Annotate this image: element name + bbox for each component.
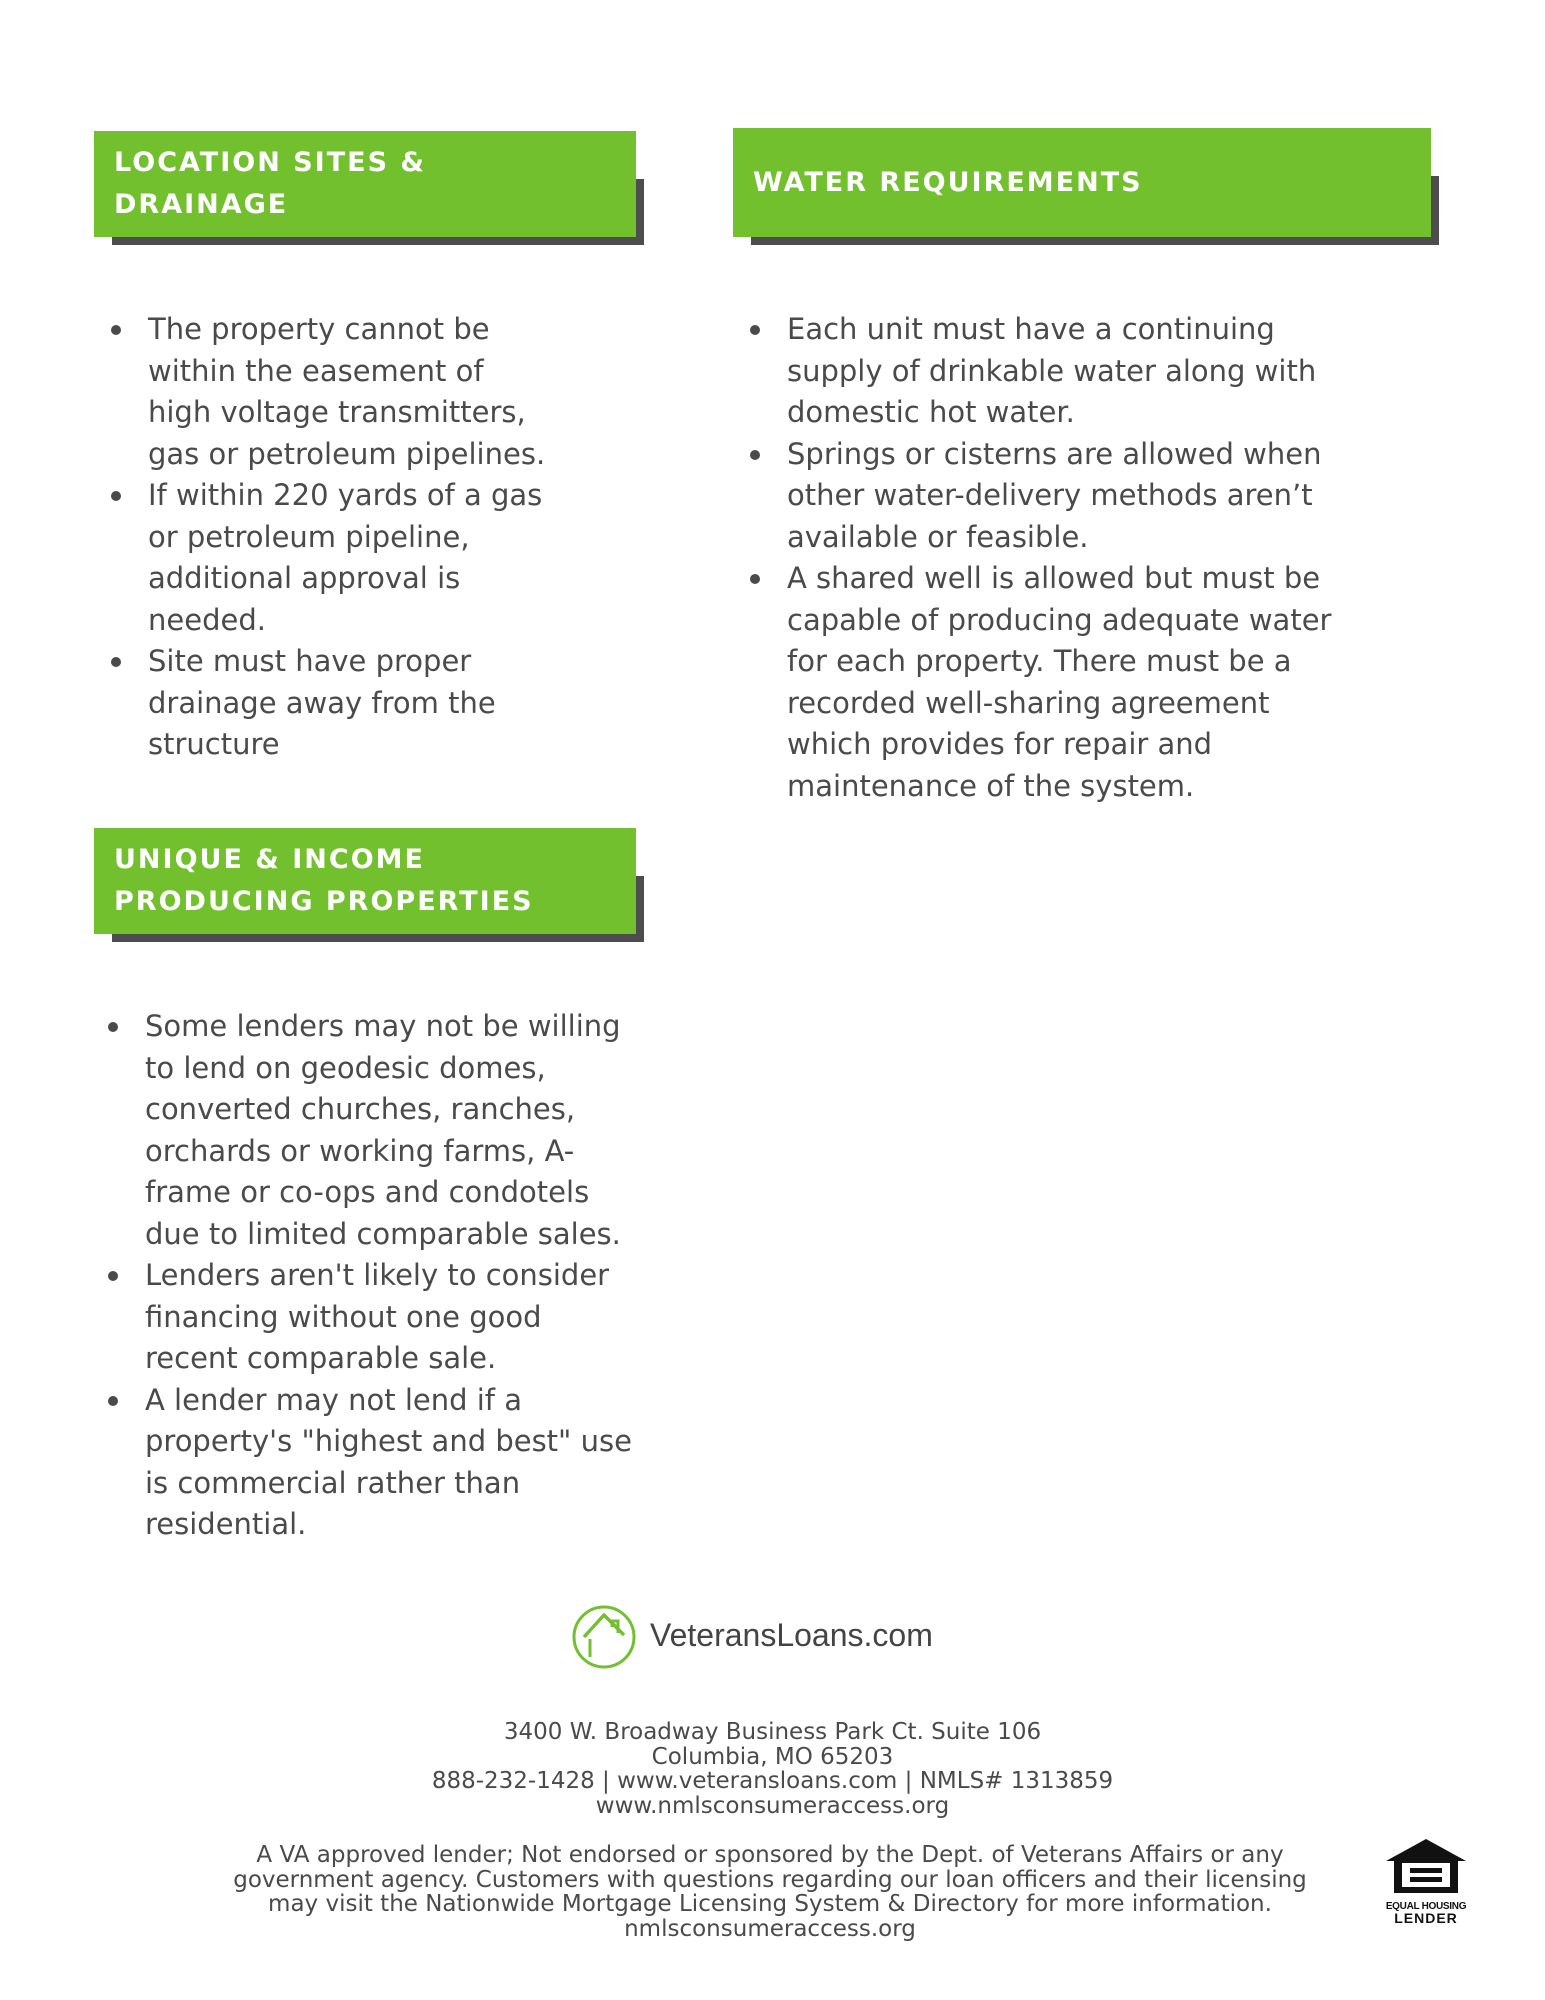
location-list (111, 309, 631, 766)
list-item: If within 220 yards of a gas or petroleum pipeline, additional approval is needed. (111, 475, 631, 641)
equal-housing-icon (1380, 1835, 1472, 1897)
water-heading-text: WATER REQUIREMENTS (753, 166, 1143, 198)
footer-disclaimer: A VA approved lender; Not endorsed or sponsored by the Dept. of Veterans Affairs or any government agency. Customers with questions regarding our loan officers and their licensing may visit the Nationwide Mortgage Licensing System & Directory for more information. nmlsconsumeraccess.org (160, 1843, 1380, 1941)
list-item: Site must have proper drainage away from the structure (111, 641, 631, 766)
list-item: The property cannot be within the easement of high voltage transmitters, gas or petroleum pipelines. (111, 309, 631, 475)
unique-heading-line2: PRODUCING PROPERTIES (114, 886, 534, 917)
water-list (750, 309, 1430, 807)
location-heading-box (94, 131, 644, 245)
water-heading-box (733, 128, 1439, 245)
address-line2: Columbia, MO 65203 (651, 1743, 894, 1770)
location-heading (94, 131, 636, 237)
water-heading (733, 128, 1431, 237)
list-item: Each unit must have a continuing supply of drinkable water along with domestic hot water. (750, 309, 1430, 434)
footer-address (0, 1720, 1545, 1818)
contact-line: 888-232-1428 | www.veteransloans.com | NMLS# 1313859 (431, 1768, 1114, 1794)
ehl-line1: EQUAL HOUSING (1385, 1901, 1467, 1912)
list-item: Some lenders may not be willing to lend on geodesic domes, converted churches, ranches, orchards or working farms, A- frame or co-ops and condotels due to limited comparable sales. (108, 1006, 668, 1255)
equal-housing-lender-logo (1380, 1835, 1472, 1925)
unique-heading (94, 828, 636, 934)
unique-heading-box (94, 828, 644, 942)
list-item: A lender may not lend if a property's "highest and best" use is commercial rather than residential. (108, 1380, 668, 1546)
ehl-line2: LENDER (1394, 1910, 1458, 1926)
address-line1: 3400 W. Broadway Business Park Ct. Suite 106 (503, 1719, 1042, 1745)
unique-heading-line1: UNIQUE & INCOME (114, 844, 425, 875)
logo-text: VeteransLoans.com (650, 1616, 933, 1653)
list-item: Lenders aren't likely to consider financing without one good recent comparable sale. (108, 1255, 668, 1380)
location-heading-line1: LOCATION SITES & (114, 147, 426, 178)
list-item: Springs or cisterns are allowed when other water-delivery methods aren’t available or feasible. (750, 434, 1430, 559)
unique-list (108, 1006, 668, 1546)
nmls-link[interactable]: nmlsconsumeraccess.org (624, 1915, 916, 1942)
veteransloans-logo[interactable] (568, 1599, 933, 1671)
nmls-url[interactable]: www.nmlsconsumeraccess.org (595, 1792, 950, 1819)
list-item: A shared well is allowed but must be capable of producing adequate water for each property. There must be a recorded well-sharing agreement which provides for repair and maintenance of the system. (750, 558, 1430, 807)
house-circle-icon (568, 1599, 640, 1671)
location-heading-line2: DRAINAGE (114, 189, 289, 220)
